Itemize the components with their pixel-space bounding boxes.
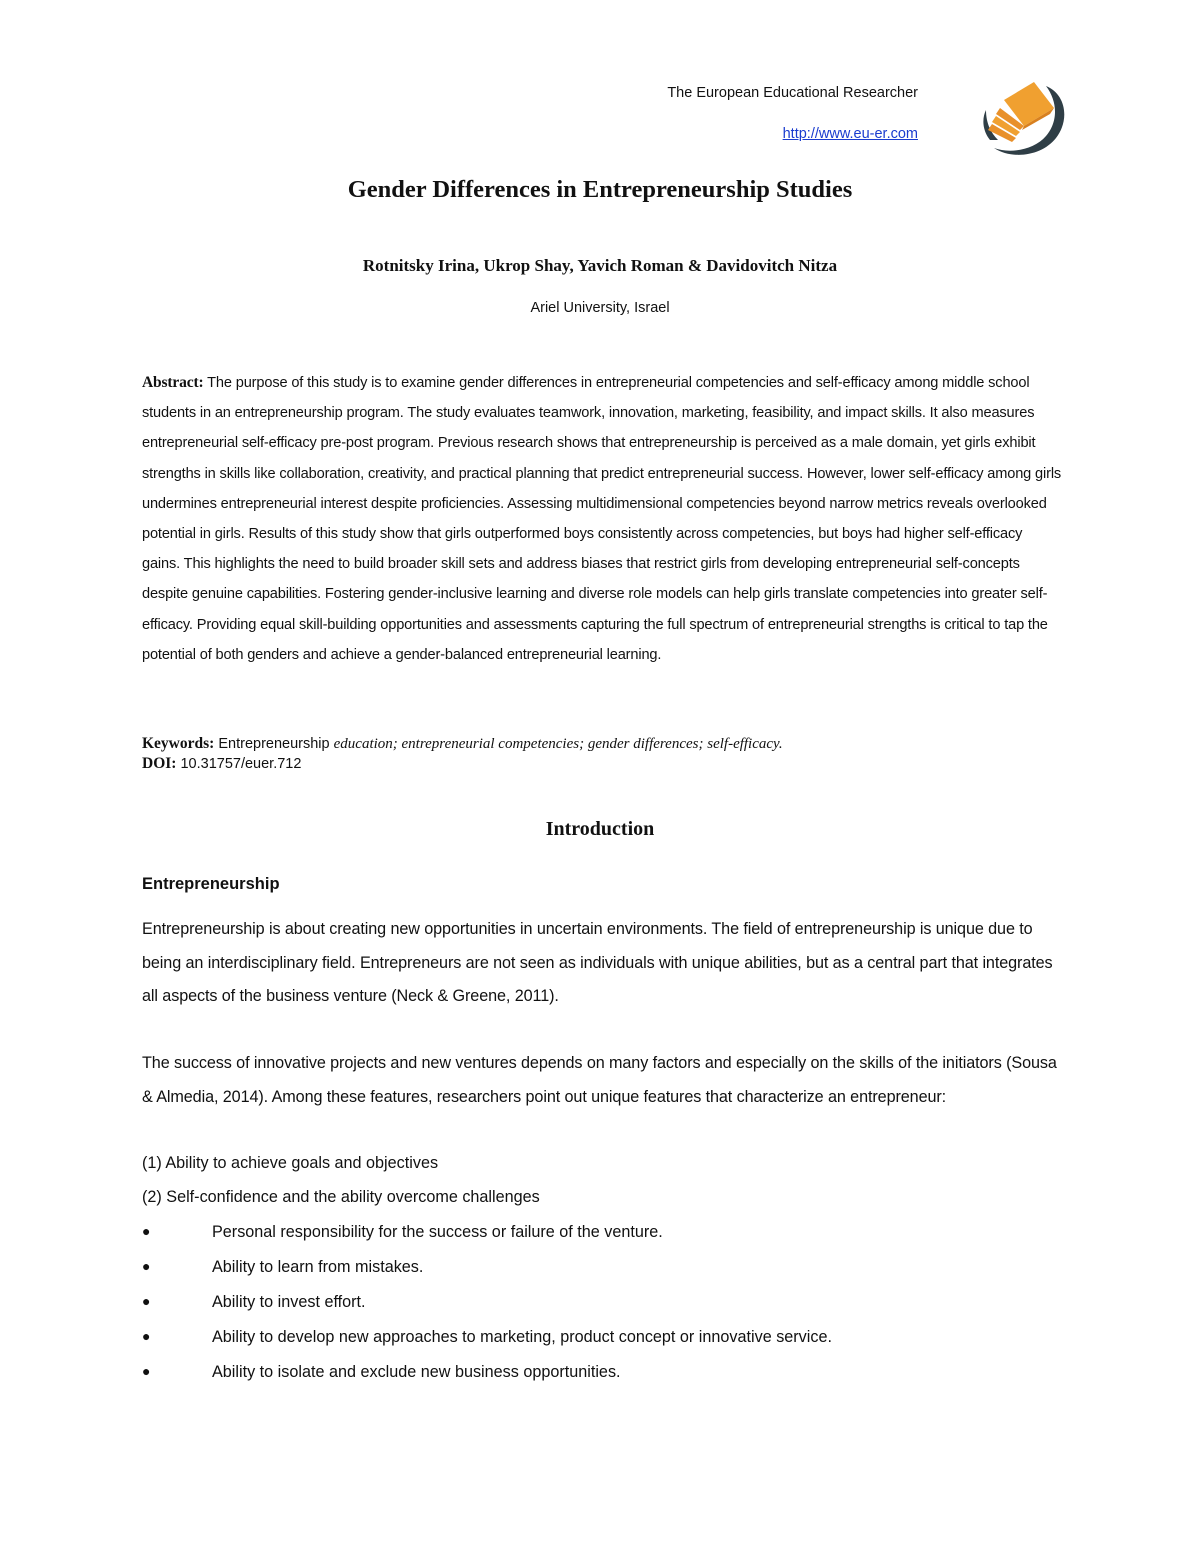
list-item-text: Personal responsibility for the success or failure of the venture.	[212, 1223, 663, 1241]
keywords	[142, 734, 783, 754]
doi-value: 10.31757/euer.712	[176, 756, 302, 772]
keywords-plain: Entrepreneurship	[214, 736, 334, 752]
list-item-text: Ability to develop new approaches to marketing, product concept or innovative service.	[212, 1328, 832, 1346]
doi-label: DOI:	[142, 755, 177, 772]
abstract-text: The purpose of this study is to examine gender differences in entrepreneurial competencies and self-efficacy among middle school students in an entrepreneurship program. The study evaluates teamwork, innovation, marketing, feasibility, and impact skills. It also measures entrepreneurial self-efficacy pre-post program. Previous research shows that entrepreneurship is perceived as a male domain, yet girls exhibit strengths in skills like collaboration, creativity, and practical planning that predict entrepreneurial success. However, lower self-efficacy among girls undermines entrepreneurial interest despite proficiencies. Assessing multidimensional competencies beyond narrow metrics reveals overlooked potential in girls. Results of this study show that girls outperformed boys consistently across competencies, but boys had higher self-efficacy gains. This highlights the need to build broader skill sets and address biases that restrict girls from developing entrepreneurial self-concepts despite genuine capabilities. Fostering gender-inclusive learning and diverse role models can help girls translate competencies into greater self-efficacy. Providing equal skill-building opportunities and assessments capturing the full spectrum of entrepreneurial strengths is critical to tap the potential of both genders and achieve a gender-balanced entrepreneurial learning.	[142, 375, 1062, 663]
doi	[142, 755, 301, 773]
section-heading-introduction: Introduction	[545, 818, 655, 840]
numbered-item: (2) Self-confidence and the ability overcome challenges	[142, 1188, 540, 1206]
list-item-text: Ability to invest effort.	[212, 1293, 366, 1311]
book-stack-logo-icon	[976, 72, 1068, 160]
list-item-text: Ability to isolate and exclude new business opportunities.	[212, 1363, 621, 1381]
bullet-icon: ●	[142, 1328, 151, 1344]
bullet-icon: ●	[142, 1363, 151, 1379]
keywords-label: Keywords:	[142, 735, 215, 752]
abstract	[142, 368, 1062, 670]
author-list: Rotnitsky Irina, Ukrop Shay, Yavich Roman & Davidovitch Nitza	[362, 256, 838, 275]
journal-url-link[interactable]: http://www.eu-er.com	[782, 126, 918, 142]
bullet-icon: ●	[142, 1293, 151, 1309]
journal-name: The European Educational Researcher	[667, 85, 918, 101]
list-item-text: Ability to learn from mistakes.	[212, 1258, 424, 1276]
abstract-label: Abstract:	[142, 374, 204, 391]
bullet-icon: ●	[142, 1258, 151, 1274]
keywords-italic: education; entrepreneurial competencies; gender differences; self-efficacy.	[333, 736, 783, 752]
body-paragraph: Entrepreneurship is about creating new opportunities in uncertain environments. The field of entrepreneurship is unique due to being an interdisciplinary field. Entrepreneurs are not seen as individuals with unique abilities, but as a central part that integrates all aspects of the business venture (Neck & Greene, 2011).	[142, 920, 1053, 1006]
bullet-icon: ●	[142, 1223, 151, 1239]
body-paragraph: The success of innovative projects and new ventures depends on many factors and especially on the skills of the initiators (Sousa & Almedia, 2014). Among these features, researchers point out unique features that characterize an entrepreneur:	[142, 1054, 1057, 1106]
numbered-item: (1) Ability to achieve goals and objectives	[142, 1154, 439, 1172]
paper-title: Gender Differences in Entrepreneurship Studies	[347, 176, 853, 203]
subsection-heading: Entrepreneurship	[142, 875, 280, 893]
author-affiliation: Ariel University, Israel	[530, 300, 670, 316]
